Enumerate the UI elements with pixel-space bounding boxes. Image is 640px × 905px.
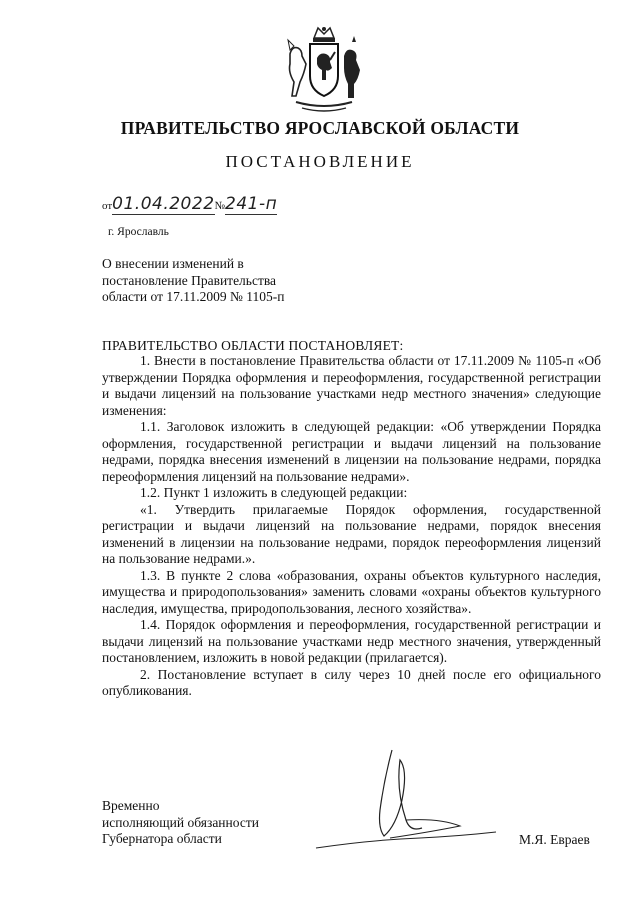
document-body (102, 353, 601, 700)
subject-line: области от 17.11.2009 № 1105-п (102, 289, 285, 304)
paragraph: 2. Постановление вступает в силу через 10 дней после его официального опубликования. (102, 666, 601, 698)
paragraph: «1. Утвердить прилагаемые Порядок оформления, государственной регистрации и выдачи лицензий на пользование недрами, порядок внесения изменений в лицензии на пользование недрами, порядок переоформления лицензий на пользование недрами.». (102, 501, 601, 566)
paragraph: 1. Внести в постановление Правительства области от 17.11.2009 № 1105-п «Об утверждении Порядка оформления и переоформления, государственной регистрации и выдачи лицензий на пользование участками недр местного значения» следующие изменения: (102, 353, 601, 418)
subject-line: постановление Правительства (102, 272, 277, 288)
signer-title-line: исполняющий обязанности (102, 814, 259, 830)
coat-of-arms-icon (282, 24, 366, 116)
date-prefix: от (102, 200, 113, 212)
signer-title-line: Губернатора области (102, 831, 222, 846)
decree-heading: ПРАВИТЕЛЬСТВО ОБЛАСТИ ПОСТАНОВЛЯЕТ: (102, 338, 404, 353)
document-subject (102, 256, 362, 306)
signer-title-line: Временно (102, 798, 160, 813)
document-type: ПОСТАНОВЛЕНИЕ (225, 152, 415, 171)
document-date: 01.04.2022 (112, 194, 215, 214)
handwritten-signature (310, 740, 500, 856)
paragraph: 1.2. Пункт 1 изложить в следующей редакции: (140, 485, 408, 500)
signer-name: М.Я. Евраев (519, 832, 590, 847)
subject-line: О внесении изменений в (102, 256, 244, 271)
date-number-line (102, 196, 312, 226)
paragraph: 1.3. В пункте 2 слова «образования, охраны объектов культурного наследия, имущества и природопользования» заменить словами «охраны объектов культурного наследия, имущества, природопользования, лесного хозяйства». (102, 567, 601, 616)
city: г. Ярославль (108, 226, 169, 238)
document-number: 241-п (225, 194, 278, 214)
government-title: ПРАВИТЕЛЬСТВО ЯРОСЛАВСКОЙ ОБЛАСТИ (120, 118, 520, 138)
paragraph: 1.1. Заголовок изложить в следующей редакции: «Об утверждении Порядка оформления, государственной регистрации и выдачи лицензий на пользование недрами, порядка внесения изменений в лицензии на пользование недрами, порядка переоформления лицензий на пользование недрами». (102, 419, 601, 484)
paragraph: 1.4. Порядок оформления и переоформления, государственной регистрации и выдачи лицензий на пользование участками недр местного значения, утвержденный постановлением, изложить в новой редакции (прилагается). (102, 617, 601, 665)
signature-block (102, 798, 259, 848)
number-prefix: № (214, 200, 226, 212)
